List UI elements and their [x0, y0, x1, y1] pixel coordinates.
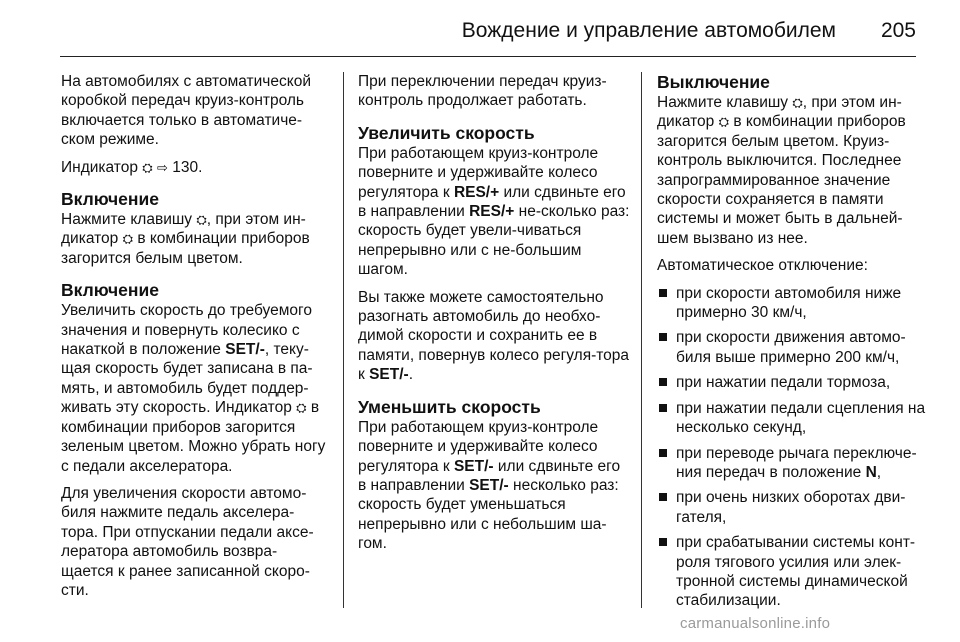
- paragraph: На автомобилях с автоматической коробкой передач круиз-контроль включается только в автоматиче-ском режиме.: [61, 73, 311, 149]
- paragraph: При переключении передач круиз-контроль продолжает работать.: [358, 73, 607, 110]
- cruise-control-icon: ⛭: [122, 231, 133, 247]
- column-1: [61, 72, 329, 608]
- arrow-icon: ⇨: [157, 159, 168, 175]
- cruise-off-icon: ⛭: [792, 95, 803, 110]
- section-heading: Включение: [61, 280, 159, 301]
- cruise-control-icon: ⛭: [718, 114, 729, 130]
- cruise-control-icon: ⛭: [196, 212, 207, 228]
- column-2: [358, 72, 630, 562]
- list-item: при нажатии педали сцепления на несколько секунд,: [657, 399, 929, 438]
- paragraph: Для увеличения скорости автомо-биля нажмите педаль акселера-тора. При отпускании педали аксе-лератора автомобиль возвра-щается к ранее записанной скоро-сти.: [61, 484, 314, 599]
- page-title: Вождение и управление автомобилем: [461, 19, 836, 42]
- column-divider: [343, 72, 344, 608]
- section-heading: Увеличить скорость: [358, 122, 535, 143]
- paragraph: Индикатор ⛭ ⇨ 130.: [61, 158, 203, 176]
- page-header: [60, 0, 916, 57]
- list-item: при скорости автомобиля ниже примерно 30 км/ч,: [657, 284, 929, 323]
- paragraph: При работающем круиз-контроле поверните и удерживайте колесо регулятора к SET/- или сдвиньте его в направлении SET/- несколько раз: скорость будет уменьшаться непрерывно или с небольшим ша-гом.: [358, 418, 621, 553]
- section-heading: Уменьшить скорость: [358, 396, 541, 417]
- paragraph: Нажмите клавишу ⛭, при этом ин-дикатор ⛭ в комбинации приборов загорится белым цветом.: [61, 211, 310, 267]
- section-heading: Включение: [61, 189, 159, 210]
- paragraph: Нажмите клавишу ⛭, при этом ин-дикатор ⛭ в комбинации приборов загорится белым цветом. Круиз-контроль выключится. Последнее запрограммированное значение скорости сохраняется в памяти системы и может быть в дальней-шем вызвано из нее.: [657, 94, 906, 247]
- list-item: при переводе рычага переключе-ния передач в положение N,: [657, 444, 929, 483]
- paragraph: При работающем круиз-контроле поверните и удерживайте колесо регулятора к RES/+ или сдвиньте его в направлении RES/+ не-сколько раз: скорость будет увели-чиваться непрерывно или с не-большим шагом.: [358, 144, 630, 279]
- list-item: при срабатывании системы конт-роля тягового усилия или элек-тронной системы динамической стабилизации.: [657, 533, 929, 611]
- cruise-control-icon: ⛭: [296, 400, 307, 416]
- column-3: [657, 72, 929, 617]
- list-item: при нажатии педали тормоза,: [657, 373, 929, 392]
- page-number: 205: [880, 19, 916, 42]
- auto-off-list: [657, 284, 929, 611]
- list-item: при скорости движения автомо-биля выше примерно 200 км/ч,: [657, 328, 929, 367]
- cruise-control-icon: ⛭: [142, 159, 153, 175]
- column-divider: [641, 72, 642, 608]
- section-heading: Выключение: [657, 72, 770, 92]
- list-item: при очень низких оборотах дви-гателя,: [657, 488, 929, 527]
- watermark: carmanualsonline.info: [680, 615, 831, 632]
- paragraph: Увеличить скорость до требуемого значения и повернуть колесико с накаткой в положение SET/-, теку-щая скорость будет записана в па-мять, и автомобиль будет поддер-живать эту скорость. Индикатор ⛭ в комбинации приборов загорится зеленым цветом. Можно убрать ногу с педали акселератора.: [61, 302, 326, 475]
- paragraph: Автоматическое отключение:: [657, 257, 868, 275]
- paragraph: Вы также можете самостоятельно разогнать автомобиль до необхо-димой скорости и сохранить ее в памяти, повернув колесо регуля-тора к SET/-.: [358, 288, 630, 384]
